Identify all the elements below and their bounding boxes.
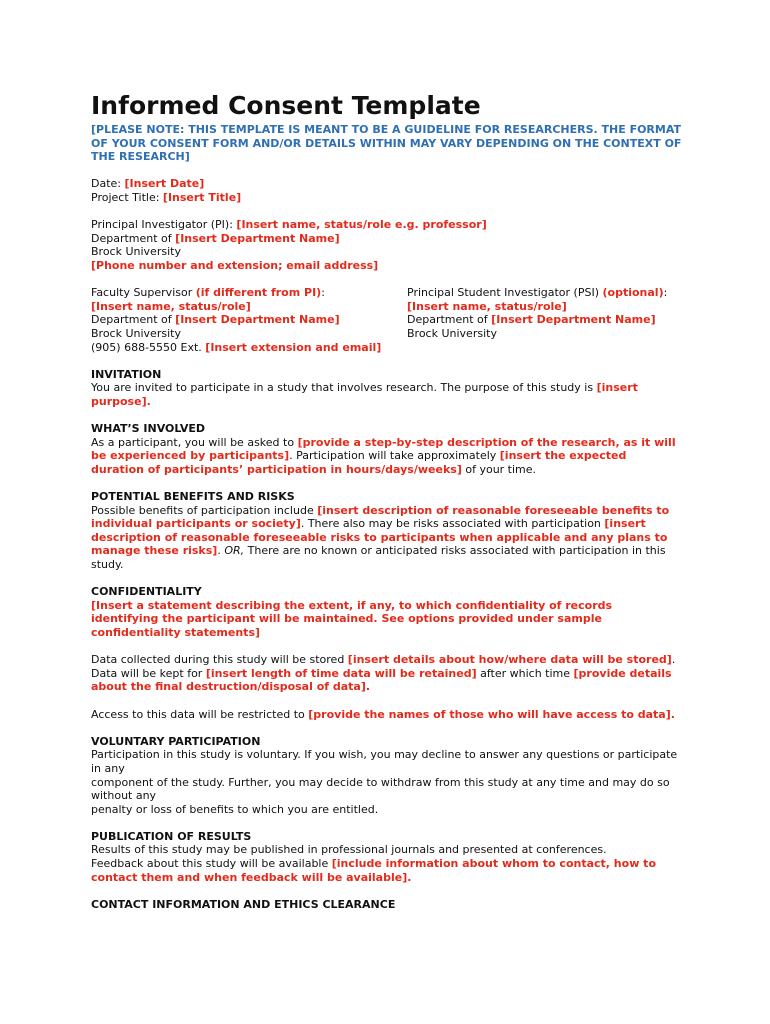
confidentiality-heading: CONFIDENTIALITY: [91, 585, 202, 599]
publication-placeholder: [include information about whom to contact, how to contact them and when feedback will be available].: [91, 857, 656, 884]
supervisor-phone-line: [91, 341, 407, 355]
confidentiality-access-text: [91, 708, 682, 722]
pi-contact-placeholder: [Phone number and extension; email address]: [91, 258, 379, 272]
pi-dept-line: [91, 232, 682, 246]
psi-dept-placeholder: [Insert Department Name]: [491, 313, 656, 327]
involved-body-1: As a participant, you will be asked to: [91, 435, 298, 449]
psi-dept-label: Department of: [407, 313, 492, 327]
invitation-heading: INVITATION: [91, 367, 162, 381]
pi-dept-label: Department of: [91, 231, 176, 245]
voluntary-line-3: penalty or loss of benefits to which you are entitled.: [91, 802, 379, 816]
confidentiality-body-3: after which time: [476, 666, 574, 680]
pi-block: [91, 218, 682, 272]
supervisor-dept-label: Department of: [91, 313, 176, 327]
psi-dept-line: [407, 313, 682, 327]
psi-colon: :: [663, 286, 668, 300]
confidentiality-body-1: Data collected during this study will be stored: [91, 653, 348, 667]
benefits-heading: POTENTIAL BENEFITS AND RISKS: [91, 490, 295, 504]
voluntary-line-1: Participation in this study is voluntary. If you wish, you may decline to answer any questions or participate in any: [91, 748, 678, 775]
publication-line-1: Results of this study may be published in professional journals and presented at conferences.: [91, 843, 607, 857]
supervisor-label: Faculty Supervisor: [91, 286, 196, 300]
supervisor-line: [91, 286, 407, 300]
supervisor-university: Brock University: [91, 326, 181, 340]
voluntary-section: [91, 735, 682, 817]
confidentiality-section: [91, 585, 682, 721]
date-project-block: [91, 177, 682, 204]
project-line: [91, 191, 682, 205]
publication-heading: PUBLICATION OF RESULTS: [91, 829, 252, 843]
project-label: Project Title:: [91, 190, 163, 204]
pi-line: [91, 218, 682, 232]
benefits-section: [91, 490, 682, 572]
benefits-placeholder-2: [insert description of reasonable foreseeable risks to participants when applicable and any plans to manage these risks]: [91, 517, 668, 558]
pi-dept-placeholder: [Insert Department Name]: [175, 231, 340, 245]
confidentiality-body-2: . Data will be kept for: [91, 653, 676, 680]
benefits-or: OR,: [224, 544, 245, 558]
contact-heading: CONTACT INFORMATION AND ETHICS CLEARANCE: [91, 897, 396, 911]
confidentiality-storage-text: [91, 653, 682, 694]
voluntary-heading: VOLUNTARY PARTICIPATION: [91, 734, 261, 748]
psi-block: [407, 286, 682, 354]
investigators-columns: [91, 286, 682, 354]
invitation-body: You are invited to participate in a study that involves research. The purpose of this study is: [91, 381, 597, 395]
pi-label: Principal Investigator (PI):: [91, 218, 237, 232]
confidentiality-placeholder-1: [insert details about how/where data will be stored]: [347, 653, 672, 667]
confidentiality-placeholder-4: [provide the names of those who will have access to data].: [308, 707, 675, 721]
contact-section: [91, 898, 682, 912]
psi-qualifier: (optional): [602, 286, 664, 300]
pi-university: Brock University: [91, 245, 181, 259]
guideline-note: [PLEASE NOTE: THIS TEMPLATE IS MEANT TO BE A GUIDELINE FOR RESEARCHERS. THE FORMAT OF YOUR CONSENT FORM AND/OR DETAILS WITHIN MAY VARY DEPENDING ON THE CONTEXT OF THE RESEARCH]: [91, 123, 682, 164]
pi-name-placeholder: [Insert name, status/role e.g. professor]: [236, 218, 487, 232]
confidentiality-placeholder-2: [insert length of time data will be retained]: [205, 666, 477, 680]
publication-feedback-text: [91, 857, 682, 884]
supervisor-phone: (905) 688-5550 Ext.: [91, 340, 206, 354]
benefits-body-2: . There also may be risks associated with participation: [300, 517, 605, 531]
invitation-text: [91, 381, 682, 408]
publication-body-2: Feedback about this study will be available: [91, 857, 332, 871]
invitation-placeholder: [insert purpose].: [91, 381, 638, 408]
date-label: Date:: [91, 177, 125, 191]
involved-text: [91, 436, 682, 477]
confidentiality-body-4: Access to this data will be restricted to: [91, 707, 309, 721]
benefits-body-3: .: [217, 544, 225, 558]
involved-placeholder-2: [insert the expected duration of participants’ participation in hours/days/weeks]: [91, 449, 627, 476]
benefits-body-1: Possible benefits of participation include: [91, 503, 318, 517]
supervisor-ext-placeholder: [Insert extension and email]: [205, 340, 382, 354]
date-line: [91, 177, 682, 191]
psi-line: [407, 286, 682, 300]
involved-body-2: . Participation will take approximately: [289, 449, 500, 463]
project-placeholder: [Insert Title]: [162, 190, 242, 204]
involved-heading: WHAT’S INVOLVED: [91, 422, 206, 436]
benefits-body-4: There are no known or anticipated risks associated with participation in this study.: [91, 544, 666, 571]
supervisor-name-placeholder: [Insert name, status/role]: [91, 299, 251, 313]
involved-section: [91, 422, 682, 476]
publication-section: [91, 830, 682, 884]
supervisor-dept-line: [91, 313, 407, 327]
benefits-text: [91, 504, 682, 572]
supervisor-dept-placeholder: [Insert Department Name]: [175, 313, 340, 327]
involved-placeholder-1: [provide a step-by-step description of the research, as it will be experienced by participants]: [91, 435, 676, 463]
benefits-placeholder-1: [insert description of reasonable foreseeable benefits to individual participants or society]: [91, 503, 670, 531]
psi-university: Brock University: [407, 326, 497, 340]
involved-body-3: of your time.: [461, 462, 537, 476]
date-placeholder: [Insert Date]: [124, 177, 205, 191]
confidentiality-placeholder-statement: [Insert a statement describing the extent, if any, to which confidentiality of records identifying the participant will be maintained. See options provided under sample confidentiality statements]: [91, 598, 613, 639]
supervisor-qualifier: (if different from PI): [195, 286, 322, 300]
supervisor-block: [91, 286, 407, 354]
invitation-section: [91, 368, 682, 409]
voluntary-line-2: component of the study. Further, you may decide to withdraw from this study at any time and may do so without any: [91, 775, 670, 803]
supervisor-colon: :: [321, 286, 325, 300]
document-title: Informed Consent Template: [91, 91, 481, 120]
psi-name-placeholder: [Insert name, status/role]: [407, 299, 567, 313]
psi-label: Principal Student Investigator (PSI): [407, 286, 603, 300]
confidentiality-placeholder-3: [provide details about the final destruction/disposal of data].: [91, 666, 672, 694]
